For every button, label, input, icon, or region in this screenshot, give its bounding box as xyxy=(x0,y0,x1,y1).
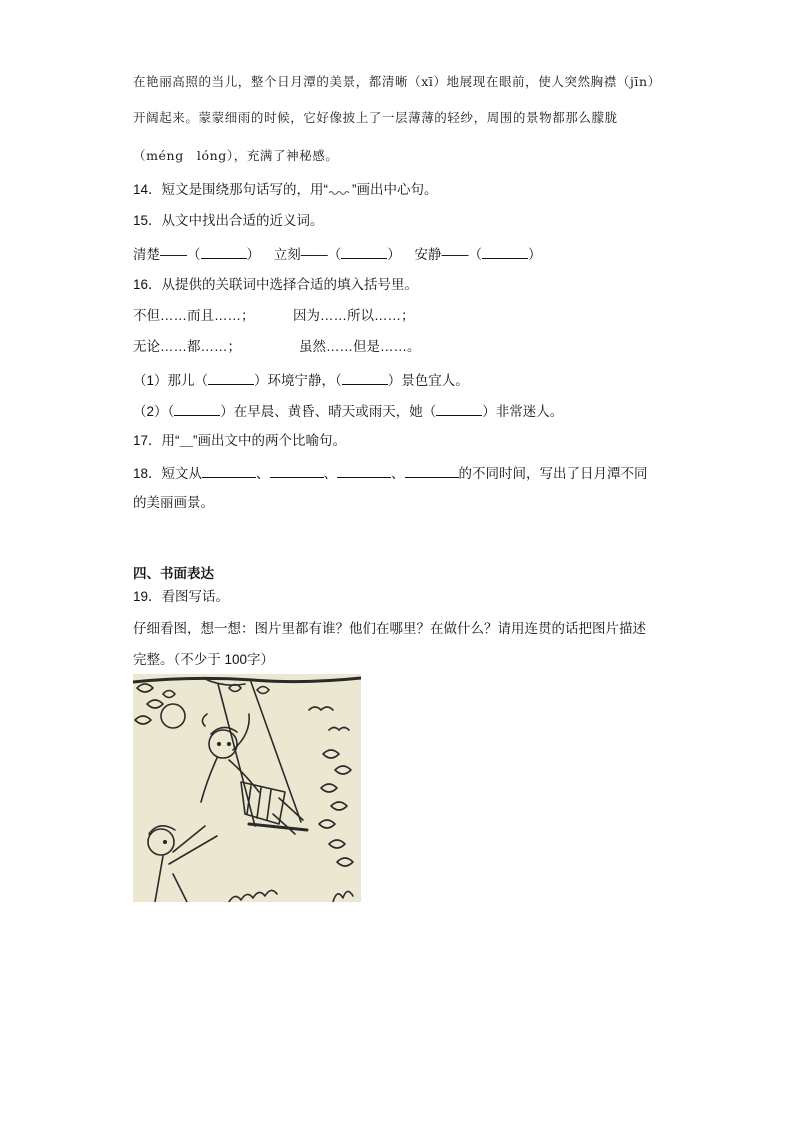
q15-word-3: 安静——（ xyxy=(414,247,483,262)
q18-line-2: 的美丽画景。 xyxy=(133,495,214,510)
q18-blank-4[interactable] xyxy=(405,463,459,478)
q15-word-1: 清楚——（ xyxy=(133,247,201,262)
q15-close-1: ） xyxy=(246,247,260,262)
q16-s1-blank-1[interactable] xyxy=(208,370,254,385)
q17-prefix: 17．用“ xyxy=(133,433,180,448)
q15-blank-3[interactable] xyxy=(482,244,528,259)
q18-blank-2[interactable] xyxy=(270,463,324,478)
q18-sep-2: 、 xyxy=(323,466,338,481)
q15-close-2: ） xyxy=(387,247,401,262)
q16-option-4: 虽然……但是……。 xyxy=(299,339,421,354)
question-15: 15．从文中找出合适的近义词。 xyxy=(133,213,324,228)
q16-s1-blank-2[interactable] xyxy=(342,370,388,385)
q15-word-2: 立刻——（ xyxy=(273,247,342,262)
q15-pair-2 xyxy=(274,244,401,264)
q15-close-3: ） xyxy=(528,247,542,262)
q19-instruction-line-1: 仔细看图，想一想：图片里都有谁？他们在哪里？在做什么？请用连贯的话把图片描述 xyxy=(133,621,646,636)
q16-option-2: 因为……所以……； xyxy=(293,308,415,323)
q16-option-3: 无论……都……； xyxy=(133,339,241,354)
q16-s2-blank-2[interactable] xyxy=(436,401,482,416)
question-16: 16．从提供的关联词中选择合适的填入括号里。 xyxy=(133,277,419,292)
passage-line-1: 在艳丽高照的当儿，整个日月潭的美景，都清晰（xī）地展现在眼前，使人突然胸襟（jīn） xyxy=(133,74,661,89)
section-title: 四、书面表达 xyxy=(133,566,214,581)
q16-s1-part-b: ）环境宁静，（ xyxy=(254,373,342,388)
q18-suffix: 的不同时间，写出了日月潭不同 xyxy=(458,466,648,481)
wavy-line-icon xyxy=(328,183,352,195)
q14-prefix: 14．短文是围绕那句话写的，用“ xyxy=(133,182,329,197)
q18-blank-3[interactable] xyxy=(337,463,391,478)
q16-s1-part-c: ）景色宜人。 xyxy=(387,373,469,388)
q15-blank-1[interactable] xyxy=(201,244,247,259)
q16-sentence-1 xyxy=(133,370,693,390)
q16-s2-blank-1[interactable] xyxy=(174,401,220,416)
q16-options-row-2 xyxy=(133,338,693,356)
q16-sentence-2 xyxy=(133,401,693,421)
q16-options-row-1 xyxy=(133,307,693,325)
q15-pair-3 xyxy=(415,244,542,264)
q18-prefix: 18．短文从 xyxy=(133,466,203,481)
q17-suffix: ”画出文中的两个比喻句。 xyxy=(193,433,347,448)
q16-s2-part-a: （2）（ xyxy=(133,404,175,419)
q16-s2-part-b: ）在早晨、黄昏、晴天或雨天，她（ xyxy=(220,404,437,419)
q15-blank-2[interactable] xyxy=(341,244,387,259)
q16-s2-part-c: ）非常迷人。 xyxy=(482,404,564,419)
question-17 xyxy=(133,432,693,450)
q18-sep-1: 、 xyxy=(256,466,270,481)
q17-underline-mark: ＿ xyxy=(179,433,194,448)
q19-instruction-line-2: 完整。（不少于 100字） xyxy=(133,652,275,667)
q14-suffix: ”画出中心句。 xyxy=(352,182,438,197)
question-14 xyxy=(133,181,693,199)
passage-line-2: 开阔起来。蒙蒙细雨的时候，它好像披上了一层薄薄的轻纱，周围的景物都那么朦胧 xyxy=(133,110,618,125)
q16-s1-part-a: （1）那儿（ xyxy=(133,373,209,388)
q18-blank-1[interactable] xyxy=(202,463,256,478)
question-19: 19．看图写话。 xyxy=(133,589,230,604)
q18-sep-3: 、 xyxy=(391,466,405,481)
passage-line-3: （méng lóng），充满了神秘感。 xyxy=(133,148,339,163)
swing-drawing xyxy=(133,674,361,902)
q15-pair-1 xyxy=(133,244,260,264)
q16-option-1: 不但……而且……； xyxy=(133,308,255,323)
swing-illustration xyxy=(133,674,361,902)
q15-answer-row xyxy=(133,244,693,264)
question-18 xyxy=(133,463,693,483)
